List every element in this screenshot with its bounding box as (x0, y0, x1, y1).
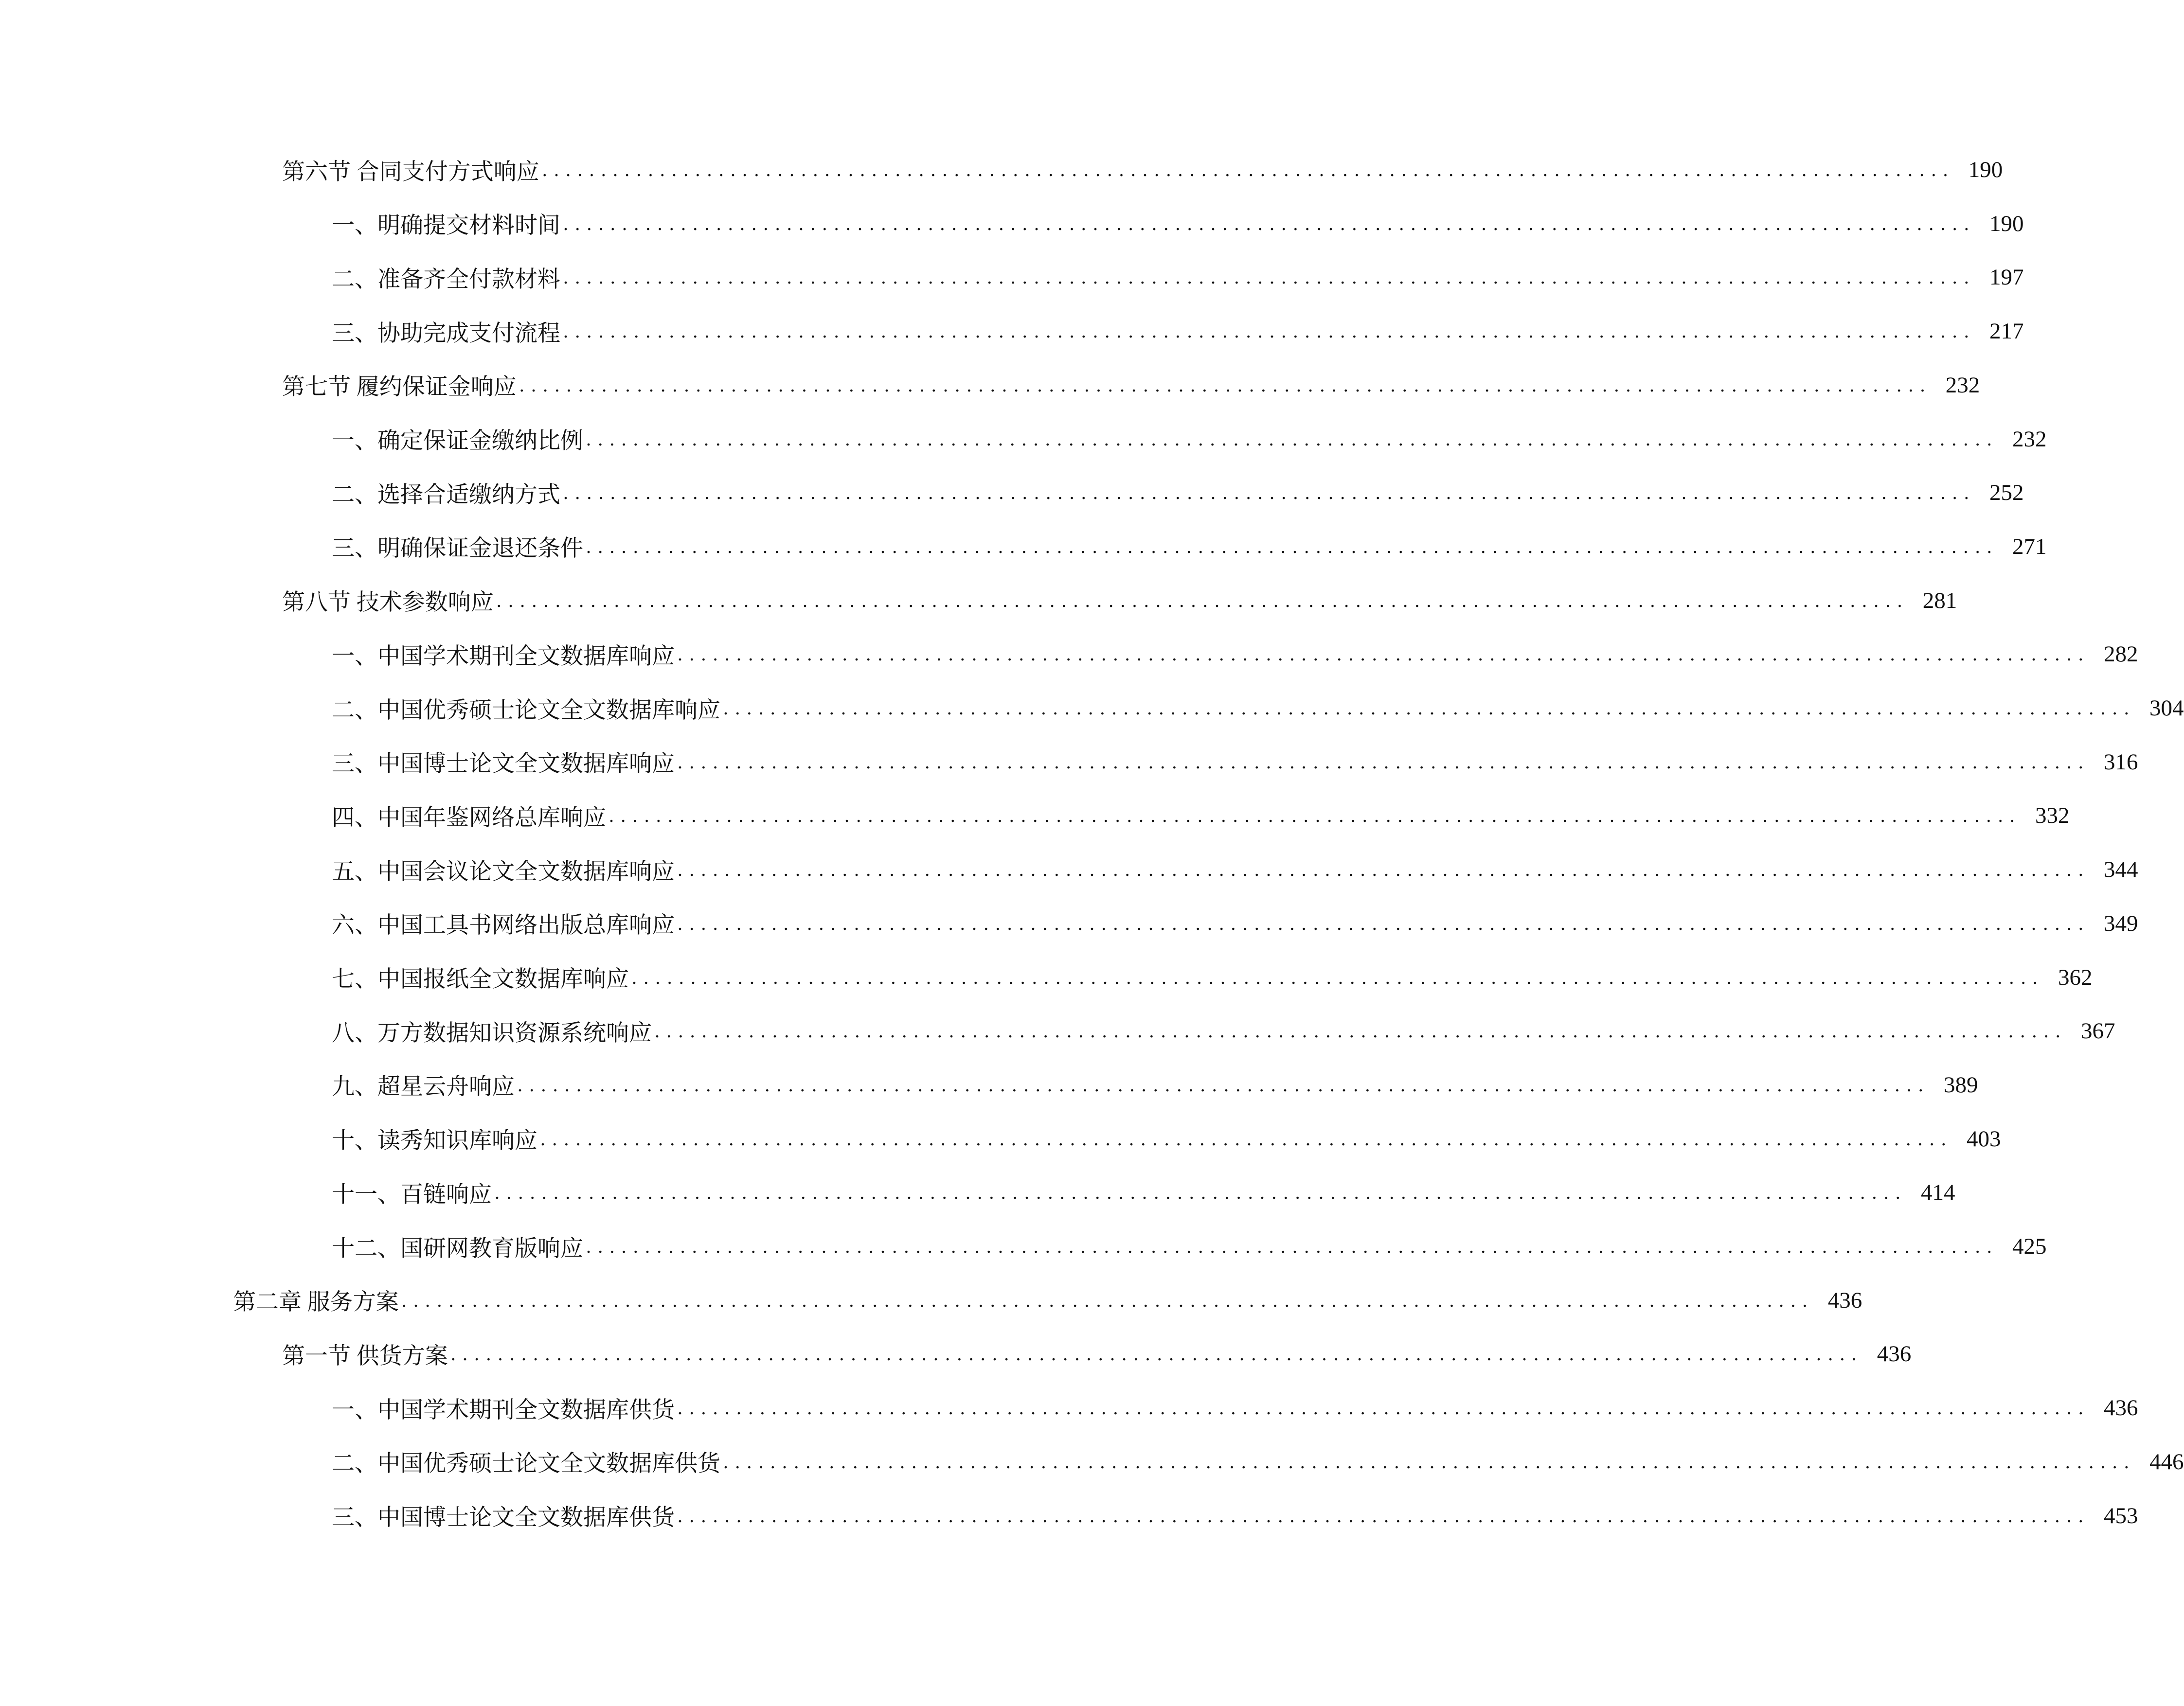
toc-entry-page-number: 332 (2035, 803, 2070, 829)
toc-entry-page-number: 425 (2012, 1234, 2047, 1259)
toc-entry-title: 第二章 服务方案 (233, 1290, 399, 1315)
toc-entry[interactable] (332, 693, 2184, 723)
toc-entry[interactable] (332, 909, 2138, 939)
toc-entry[interactable] (332, 1501, 2138, 1530)
dot-leader: ........................................................................................................................ (401, 1289, 1814, 1311)
toc-entry[interactable] (282, 1339, 1912, 1369)
toc-entry[interactable] (332, 263, 2024, 292)
toc-entry-title: 读秀知识库响应 (377, 1128, 537, 1154)
toc-entry[interactable] (332, 425, 2047, 454)
toc-entry[interactable] (332, 1232, 2047, 1262)
toc-entry-number: 四、 (332, 805, 377, 831)
toc-entry-number: 二、 (332, 1451, 377, 1477)
toc-entry-page-number: 190 (1989, 211, 2024, 236)
toc-entry-page-number: 349 (2104, 910, 2138, 936)
toc-entry-page-number: 436 (1877, 1341, 1912, 1367)
toc-entry[interactable] (332, 532, 2047, 562)
toc-entry-page-number: 316 (2104, 749, 2138, 775)
dot-leader: ........................................................................................................................ (586, 1235, 1999, 1257)
toc-entry-title: 确定保证金缴纳比例 (377, 428, 583, 454)
dot-leader: ........................................................................................................................ (678, 750, 2090, 773)
toc-entry-title: 中国工具书网络出版总库响应 (377, 913, 675, 939)
toc-entry-title: 中国会议论文全文数据库响应 (377, 859, 675, 885)
toc-entry[interactable] (332, 209, 2024, 239)
toc-entry-page-number: 252 (1989, 480, 2024, 506)
toc-entry-number: 三、 (332, 536, 377, 562)
dot-leader: ........................................................................................................................ (609, 804, 2022, 827)
toc-entry-page-number: 190 (1968, 157, 2003, 182)
toc-entry[interactable] (282, 155, 2003, 185)
toc-entry-title: 中国博士论文全文数据库响应 (377, 751, 675, 777)
toc-entry-number: 一、 (332, 1397, 377, 1423)
toc-entry-number: 三、 (332, 320, 377, 346)
toc-entry[interactable] (282, 586, 1957, 616)
toc-entry-title: 中国报纸全文数据库响应 (377, 967, 629, 992)
toc-entry-number: 一、 (332, 428, 377, 454)
dot-leader: ........................................................................................................................ (563, 481, 1976, 504)
toc-entry-title: 万方数据知识资源系统响应 (377, 1020, 652, 1046)
toc-entry-page-number: 304 (2149, 695, 2184, 721)
dot-leader: ........................................................................................................................ (678, 1397, 2090, 1419)
toc-entry[interactable] (332, 317, 2024, 346)
toc-entry-title: 中国学术期刊全文数据库供货 (377, 1397, 675, 1423)
toc-entry[interactable] (332, 801, 2070, 831)
toc-entry-number: 五、 (332, 859, 377, 885)
toc-entry-title: 中国博士论文全文数据库供货 (377, 1505, 675, 1530)
toc-entry-title: 百链响应 (400, 1182, 492, 1208)
toc-entry-number: 二、 (332, 482, 377, 508)
toc-entry-page-number: 389 (1944, 1072, 1978, 1098)
toc-entry-page-number: 414 (1921, 1180, 1955, 1206)
dot-leader: ........................................................................................................................ (563, 212, 1976, 234)
toc-entry-page-number: 232 (1945, 372, 1980, 398)
toc-entry-title: 第一节 供货方案 (282, 1343, 448, 1369)
toc-entry-number: 十一、 (332, 1182, 400, 1208)
toc-entry-page-number: 197 (1989, 265, 2024, 290)
toc-entry[interactable] (332, 1070, 1978, 1100)
toc-entry[interactable] (332, 747, 2138, 777)
toc-entry-title: 选择合适缴纳方式 (377, 482, 560, 508)
toc-entry-number: 十二、 (332, 1236, 400, 1262)
toc-entry-title: 协助完成支付流程 (377, 320, 560, 346)
toc-entry-page-number: 446 (2149, 1449, 2184, 1475)
toc-entry-page-number: 403 (1967, 1126, 2001, 1152)
toc-entry[interactable] (332, 1124, 2001, 1154)
toc-entry[interactable] (332, 1447, 2184, 1477)
toc-entry-page-number: 362 (2058, 964, 2093, 990)
toc-entry-number: 二、 (332, 697, 377, 723)
toc-entry-title: 中国优秀硕士论文全文数据库供货 (377, 1451, 720, 1477)
toc-entry[interactable] (332, 963, 2093, 992)
dot-leader: ........................................................................................................................ (655, 1020, 2067, 1042)
toc-entry-page-number: 271 (2012, 533, 2047, 559)
toc-entry-page-number: 217 (1989, 319, 2024, 344)
toc-entry-title: 第六节 合同支付方式响应 (282, 159, 539, 185)
dot-leader: ........................................................................................................................ (496, 589, 1909, 611)
toc-entry-title: 明确保证金退还条件 (377, 536, 583, 562)
toc-entry-page-number: 281 (1922, 587, 1957, 613)
dot-leader: ........................................................................................................................ (678, 858, 2090, 881)
toc-entry[interactable] (332, 1393, 2138, 1423)
toc-entry-number: 十、 (332, 1128, 377, 1154)
toc-entry[interactable] (332, 640, 2138, 669)
dot-leader: ........................................................................................................................ (518, 1073, 1930, 1096)
toc-entry-title: 明确提交材料时间 (377, 213, 560, 239)
toc-entry[interactable] (332, 1178, 1955, 1208)
toc-entry[interactable] (233, 1286, 1862, 1315)
dot-leader: ........................................................................................................................ (678, 912, 2090, 934)
toc-entry-page-number: 282 (2104, 641, 2138, 667)
toc-entry-title: 第七节 履约保证金响应 (282, 374, 517, 400)
dot-leader: ........................................................................................................................ (542, 159, 1955, 180)
toc-entry-page-number: 367 (2081, 1018, 2115, 1044)
dot-leader: ........................................................................................................................ (723, 1450, 2136, 1473)
dot-leader: ........................................................................................................................ (632, 966, 2044, 988)
toc-entry-number: 九、 (332, 1074, 377, 1100)
dot-leader: ........................................................................................................................ (495, 1181, 1907, 1204)
toc-entry-title: 中国优秀硕士论文全文数据库响应 (377, 697, 720, 723)
toc-entry-number: 一、 (332, 643, 377, 669)
dot-leader: ........................................................................................................................ (563, 320, 1976, 342)
toc-entry-title: 中国学术期刊全文数据库响应 (377, 643, 675, 669)
toc-entry-number: 八、 (332, 1020, 377, 1046)
dot-leader: ........................................................................................................................ (678, 1504, 2090, 1527)
toc-entry-title: 第八节 技术参数响应 (282, 590, 494, 616)
dot-leader: ........................................................................................................................ (678, 643, 2090, 665)
toc-entry-page-number: 344 (2104, 857, 2138, 883)
toc-entry-number: 六、 (332, 913, 377, 939)
dot-leader: ........................................................................................................................ (563, 266, 1976, 288)
toc-entry-number: 七、 (332, 967, 377, 992)
toc-entry[interactable] (332, 855, 2138, 885)
toc-entry[interactable] (332, 478, 2024, 508)
toc-entry-page-number: 436 (2104, 1395, 2138, 1421)
toc-entry[interactable] (332, 1016, 2115, 1046)
toc-entry-page-number: 436 (1827, 1287, 1862, 1313)
toc-entry-title: 超星云舟响应 (377, 1074, 515, 1100)
toc-entry-title: 准备齐全付款材料 (377, 267, 560, 292)
toc-entry-page-number: 453 (2104, 1503, 2138, 1528)
dot-leader: ........................................................................................................................ (540, 1127, 1953, 1150)
toc-entry-number: 二、 (332, 267, 377, 292)
dot-leader: ........................................................................................................................ (723, 697, 2136, 719)
toc-entry-number: 一、 (332, 213, 377, 239)
dot-leader: ........................................................................................................................ (586, 535, 1999, 557)
dot-leader: ........................................................................................................................ (450, 1343, 1863, 1365)
toc-entry-number: 三、 (332, 751, 377, 777)
toc-entry-title: 中国年鉴网络总库响应 (377, 805, 606, 831)
toc-entry-number: 三、 (332, 1505, 377, 1530)
toc-entry-title: 国研网教育版响应 (400, 1236, 583, 1262)
toc-entry-page-number: 232 (2012, 426, 2047, 452)
dot-leader: ........................................................................................................................ (519, 373, 1932, 396)
toc-entry[interactable] (282, 371, 1980, 400)
dot-leader: ........................................................................................................................ (586, 427, 1999, 450)
